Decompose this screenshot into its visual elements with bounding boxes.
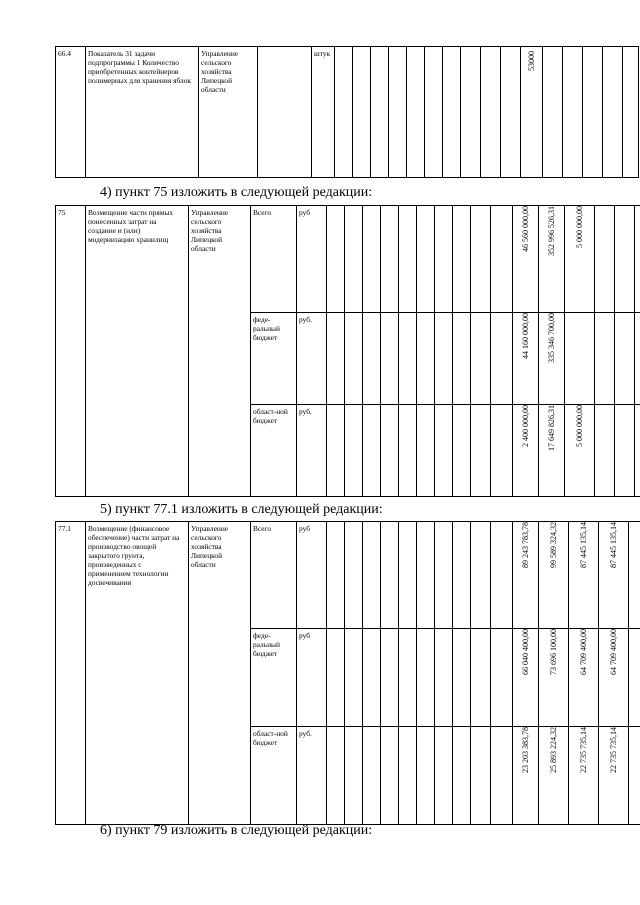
value-cell bbox=[599, 522, 629, 629]
value: 23 203 383,78 bbox=[520, 727, 530, 773]
value: 44 160 000,00 bbox=[520, 313, 530, 359]
unit: руб. bbox=[297, 727, 327, 825]
value: 99 589 324,32 bbox=[548, 522, 558, 568]
value: 87 445 135,14 bbox=[608, 522, 618, 568]
value-cell bbox=[539, 313, 565, 405]
value-cell bbox=[539, 405, 565, 497]
row-number: 66.4 bbox=[56, 47, 86, 178]
executor: Управление сельского хозяйства Липецкой области bbox=[189, 522, 251, 825]
value: 46 560 000,00 bbox=[520, 206, 530, 252]
value-cell bbox=[521, 47, 543, 178]
row-number: 77.1 bbox=[56, 522, 86, 825]
executor: Управление сельского хозяйства Липецкой области bbox=[199, 47, 258, 178]
source-label: Всего bbox=[251, 206, 297, 313]
unit: руб bbox=[297, 629, 327, 727]
value-cell bbox=[565, 206, 595, 313]
value: 73 696 100,00 bbox=[548, 629, 558, 675]
value: 89 243 783,78 bbox=[520, 522, 530, 568]
value-cell bbox=[565, 313, 595, 405]
indicator-value: 53000 bbox=[526, 51, 536, 71]
value-cell bbox=[569, 727, 599, 825]
source-label: област-ной бюджет bbox=[251, 727, 297, 825]
unit: руб bbox=[297, 206, 327, 313]
indicator-name: Возмещение части прямых понесенных затрат на создание и (или) модернизацию хранилищ bbox=[86, 206, 189, 497]
value-cell bbox=[599, 727, 629, 825]
value-cell bbox=[539, 206, 565, 313]
value-cell bbox=[539, 522, 569, 629]
table-row-75 bbox=[55, 205, 640, 497]
value-cell bbox=[539, 727, 569, 825]
table-row-77-1 bbox=[55, 521, 640, 825]
value-cell bbox=[569, 629, 599, 727]
executor: Управление сельского хозяйства Липецкой области bbox=[189, 206, 251, 497]
unit: руб. bbox=[297, 405, 327, 497]
value: 87 445 135,14 bbox=[578, 522, 588, 568]
heading-item-75: 4) пункт 75 изложить в следующей редакции: bbox=[100, 185, 373, 200]
value: 335 346 700,00 bbox=[546, 313, 556, 363]
table-row-66-4 bbox=[55, 46, 639, 178]
value-cell bbox=[513, 313, 539, 405]
value: 5 000 000,00 bbox=[574, 206, 584, 248]
value-cell bbox=[565, 405, 595, 497]
source-label: феде-ральный бюджет bbox=[251, 313, 297, 405]
value-cell bbox=[513, 206, 539, 313]
value-cell bbox=[569, 522, 599, 629]
unit: штук bbox=[312, 47, 335, 178]
value: 22 735 735,14 bbox=[578, 727, 588, 773]
value: 25 893 224,32 bbox=[548, 727, 558, 773]
value-cell bbox=[513, 405, 539, 497]
source-label: област-ной бюджет bbox=[251, 405, 297, 497]
value: 352 996 526,31 bbox=[546, 206, 556, 256]
unit: руб. bbox=[297, 313, 327, 405]
indicator-name: Показатель 31 задачи подпрограммы 1 Количество приобретенных контейнеров полимерных для хранения яблок bbox=[86, 47, 199, 178]
value: 17 649 826,31 bbox=[546, 405, 556, 451]
value: 64 709 400,00 bbox=[608, 629, 618, 675]
value: 22 735 735,14 bbox=[608, 727, 618, 773]
unit: руб bbox=[297, 522, 327, 629]
heading-item-79: 6) пункт 79 изложить в следующей редакции: bbox=[100, 823, 373, 838]
value-cell bbox=[513, 629, 539, 727]
value: 64 709 400,00 bbox=[578, 629, 588, 675]
value: 2 400 000,00 bbox=[520, 405, 530, 447]
heading-item-77-1: 5) пункт 77.1 изложить в следующей редакции: bbox=[100, 502, 383, 517]
row-number: 75 bbox=[56, 206, 86, 497]
empty-cell bbox=[258, 47, 312, 178]
value-cell bbox=[513, 727, 539, 825]
indicator-name: Возмещение (финансовое обеспечение) части затрат на производство овощей закрытого грунта, произведенных с применением технологии досвечивания bbox=[86, 522, 189, 825]
source-label: феде-ральный бюджет bbox=[251, 629, 297, 727]
source-label: Всего bbox=[251, 522, 297, 629]
value-cell bbox=[513, 522, 539, 629]
value: 66 040 400,00 bbox=[520, 629, 530, 675]
value: 5 000 000,00 bbox=[574, 405, 584, 447]
value-cell bbox=[599, 629, 629, 727]
value-cell bbox=[539, 629, 569, 727]
